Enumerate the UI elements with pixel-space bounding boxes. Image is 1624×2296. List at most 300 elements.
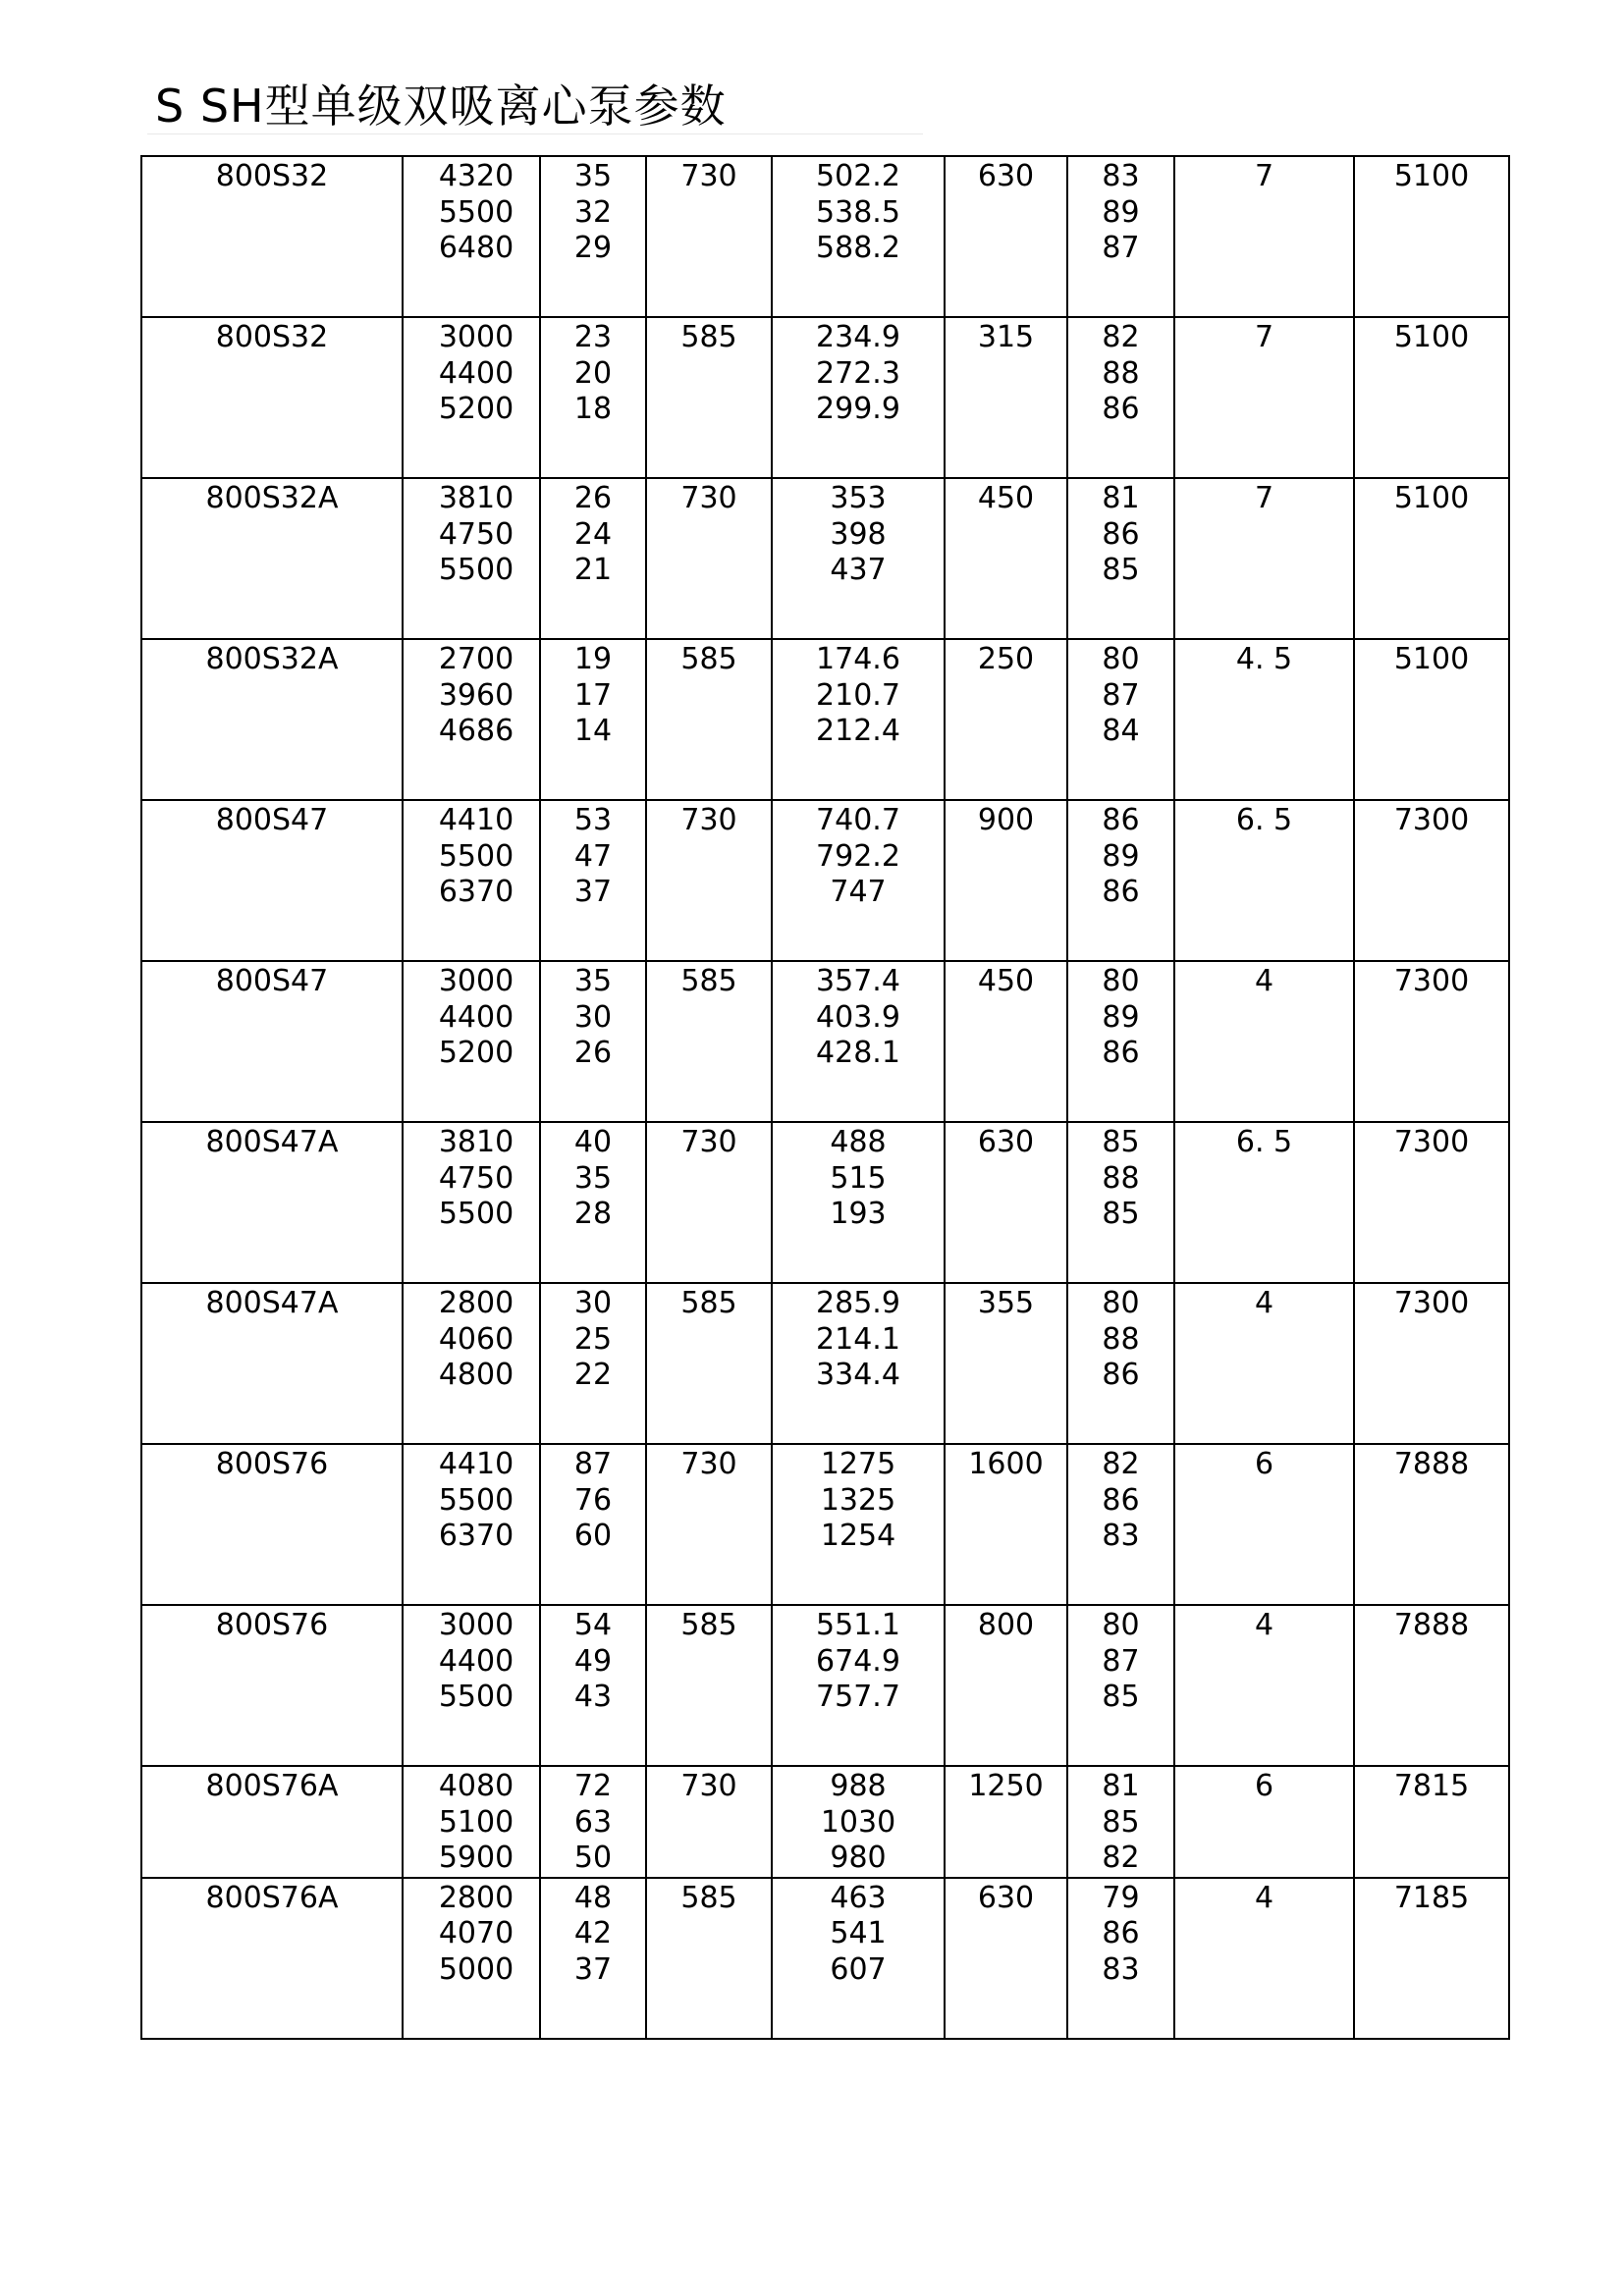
head-cell-value: 37 [573, 1951, 613, 1987]
flow-cell [403, 1122, 540, 1283]
motor-power-cell-value: 450 [977, 964, 1035, 998]
weight-cell-value: 7300 [1393, 964, 1470, 998]
flow-cell-value: 4320 [438, 159, 514, 193]
speed-cell [646, 1878, 772, 2039]
shaft-power-cell [772, 639, 945, 800]
efficiency-cell [1067, 961, 1174, 1122]
weight-cell [1354, 1878, 1509, 2039]
flow-cell [403, 1766, 540, 1878]
npsh-cell-value: 4 [1254, 1286, 1274, 1320]
head-cell-value: 47 [573, 838, 613, 874]
table-row [141, 1283, 1509, 1444]
flow-cell-value: 3000 [438, 1608, 514, 1642]
head-cell [540, 800, 646, 961]
table-row [141, 1122, 1509, 1283]
npsh-cell [1174, 1444, 1354, 1605]
shaft-power-cell-value: 740.7 [816, 803, 900, 837]
npsh-cell [1174, 1122, 1354, 1283]
efficiency-cell-value: 88 [1102, 355, 1140, 391]
shaft-power-cell-value: 463 [830, 1880, 887, 1915]
shaft-power-cell-value: 551.1 [816, 1608, 900, 1642]
npsh-cell [1174, 156, 1354, 317]
shaft-power-cell [772, 1122, 945, 1283]
table-row [141, 478, 1509, 639]
flow-cell [403, 1444, 540, 1605]
weight-cell [1354, 1605, 1509, 1766]
shaft-power-cell-value: 234.9 [816, 320, 900, 354]
efficiency-cell-value: 81 [1102, 481, 1140, 515]
weight-cell-value: 7300 [1393, 1286, 1470, 1320]
flow-cell-value: 4750 [438, 516, 514, 552]
weight-cell [1354, 961, 1509, 1122]
flow-cell-value: 4400 [438, 999, 514, 1035]
head-cell-value: 28 [573, 1197, 613, 1231]
weight-cell-value: 5100 [1393, 481, 1470, 515]
model-cell-value: 800S76 [215, 1447, 329, 1481]
model-cell-value: 800S32 [215, 320, 329, 354]
model-cell [141, 1122, 403, 1283]
efficiency-cell-value: 79 [1102, 1880, 1140, 1915]
speed-cell [646, 639, 772, 800]
head-cell-value: 30 [573, 999, 613, 1035]
head-cell-value: 17 [573, 677, 613, 713]
shaft-power-cell-value: 428.1 [816, 1036, 900, 1070]
shaft-power-cell [772, 156, 945, 317]
flow-cell-value: 4410 [438, 1447, 514, 1481]
shaft-power-cell-value: 1030 [820, 1804, 896, 1840]
shaft-power-cell [772, 1605, 945, 1766]
efficiency-cell-value: 83 [1102, 1519, 1140, 1553]
shaft-power-cell-value: 357.4 [816, 964, 900, 998]
motor-power-cell [945, 1878, 1067, 2039]
head-cell-value: 19 [573, 642, 613, 676]
speed-cell-value: 730 [680, 1769, 737, 1803]
head-cell-value: 22 [573, 1358, 613, 1392]
head-cell-value: 32 [573, 194, 613, 230]
head-cell-value: 14 [573, 714, 613, 748]
motor-power-cell-value: 1600 [968, 1447, 1044, 1481]
speed-cell [646, 317, 772, 478]
shaft-power-cell-value: 193 [830, 1197, 887, 1231]
efficiency-cell-value: 83 [1102, 1951, 1140, 1987]
efficiency-cell-value: 86 [1102, 1482, 1140, 1518]
efficiency-cell-value: 85 [1102, 1804, 1140, 1840]
flow-cell-value: 2800 [438, 1286, 514, 1320]
shaft-power-cell-value: 398 [830, 516, 887, 552]
weight-cell [1354, 639, 1509, 800]
shaft-power-cell [772, 1766, 945, 1878]
npsh-cell [1174, 1766, 1354, 1878]
npsh-cell [1174, 1605, 1354, 1766]
efficiency-cell-value: 89 [1102, 838, 1140, 874]
npsh-cell [1174, 800, 1354, 961]
efficiency-cell-value: 88 [1102, 1160, 1140, 1196]
efficiency-cell-value: 87 [1102, 1643, 1140, 1679]
table-row [141, 156, 1509, 317]
model-cell [141, 317, 403, 478]
weight-cell-value: 7888 [1393, 1447, 1470, 1481]
npsh-cell [1174, 478, 1354, 639]
flow-cell [403, 1878, 540, 2039]
speed-cell [646, 1605, 772, 1766]
speed-cell-value: 730 [680, 1125, 737, 1159]
head-cell [540, 317, 646, 478]
speed-cell-value: 730 [680, 1447, 737, 1481]
flow-cell-value: 4400 [438, 355, 514, 391]
head-cell-value: 49 [573, 1643, 613, 1679]
motor-power-cell-value: 800 [977, 1608, 1035, 1642]
motor-power-cell-value: 630 [977, 1125, 1035, 1159]
flow-cell [403, 1283, 540, 1444]
flow-cell-value: 4686 [438, 714, 514, 748]
weight-cell [1354, 1122, 1509, 1283]
motor-power-cell [945, 1605, 1067, 1766]
flow-cell-value: 5500 [438, 194, 514, 230]
npsh-cell [1174, 961, 1354, 1122]
efficiency-cell [1067, 156, 1174, 317]
shaft-power-cell-value: 1254 [820, 1519, 896, 1553]
npsh-cell-value: 4. 5 [1235, 642, 1293, 676]
shaft-power-cell [772, 961, 945, 1122]
head-cell-value: 24 [573, 516, 613, 552]
weight-cell-value: 5100 [1393, 320, 1470, 354]
shaft-power-cell-value: 437 [830, 553, 887, 587]
head-cell-value: 23 [573, 320, 613, 354]
table-row [141, 1766, 1509, 1878]
efficiency-cell-value: 85 [1102, 553, 1140, 587]
flow-cell-value: 5100 [438, 1804, 514, 1840]
shaft-power-cell-value: 607 [830, 1951, 887, 1987]
speed-cell [646, 961, 772, 1122]
head-cell-value: 76 [573, 1482, 613, 1518]
npsh-cell-value: 4 [1254, 964, 1274, 998]
efficiency-cell-value: 86 [1102, 1358, 1140, 1392]
shaft-power-cell-value: 174.6 [816, 642, 900, 676]
head-cell [540, 156, 646, 317]
speed-cell [646, 156, 772, 317]
head-cell-value: 26 [573, 481, 613, 515]
flow-cell-value: 4060 [438, 1321, 514, 1357]
efficiency-cell [1067, 1122, 1174, 1283]
table-row [141, 639, 1509, 800]
npsh-cell-value: 4 [1254, 1608, 1274, 1642]
flow-cell-value: 5500 [438, 1680, 514, 1714]
motor-power-cell-value: 315 [977, 320, 1035, 354]
head-cell-value: 29 [573, 231, 613, 265]
efficiency-cell [1067, 639, 1174, 800]
shaft-power-cell-value: 299.9 [816, 392, 900, 426]
flow-cell [403, 478, 540, 639]
pump-parameter-table [140, 155, 1510, 2040]
shaft-power-cell-value: 674.9 [816, 1643, 900, 1679]
flow-cell-value: 4080 [438, 1769, 514, 1803]
head-cell [540, 1605, 646, 1766]
head-cell [540, 1878, 646, 2039]
model-cell [141, 1605, 403, 1766]
weight-cell-value: 7888 [1393, 1608, 1470, 1642]
efficiency-cell-value: 87 [1102, 677, 1140, 713]
model-cell [141, 639, 403, 800]
motor-power-cell-value: 1250 [968, 1769, 1044, 1803]
efficiency-cell-value: 82 [1102, 320, 1140, 354]
weight-cell [1354, 1444, 1509, 1605]
shaft-power-cell-value: 1325 [820, 1482, 896, 1518]
flow-cell [403, 1605, 540, 1766]
efficiency-cell [1067, 1283, 1174, 1444]
page-title: S SH型单级双吸离心泵参数 [155, 80, 727, 133]
head-cell-value: 25 [573, 1321, 613, 1357]
title-divider [147, 133, 923, 134]
shaft-power-cell [772, 1444, 945, 1605]
npsh-cell [1174, 317, 1354, 478]
head-cell-value: 50 [573, 1841, 613, 1875]
head-cell-value: 21 [573, 553, 613, 587]
flow-cell-value: 3000 [438, 320, 514, 354]
model-cell-value: 800S32A [205, 481, 339, 515]
shaft-power-cell-value: 334.4 [816, 1358, 900, 1392]
npsh-cell [1174, 639, 1354, 800]
flow-cell [403, 156, 540, 317]
motor-power-cell [945, 639, 1067, 800]
model-cell-value: 800S47 [215, 964, 329, 998]
flow-cell-value: 4410 [438, 803, 514, 837]
motor-power-cell-value: 450 [977, 481, 1035, 515]
motor-power-cell [945, 156, 1067, 317]
efficiency-cell-value: 89 [1102, 999, 1140, 1035]
shaft-power-cell-value: 272.3 [816, 355, 900, 391]
efficiency-cell-value: 86 [1102, 1916, 1140, 1950]
motor-power-cell [945, 1444, 1067, 1605]
efficiency-cell-value: 83 [1102, 159, 1140, 193]
head-cell [540, 639, 646, 800]
shaft-power-cell-value: 757.7 [816, 1680, 900, 1714]
efficiency-cell-value: 80 [1102, 1608, 1140, 1642]
shaft-power-cell-value: 515 [830, 1160, 887, 1196]
flow-cell-value: 3810 [438, 1125, 514, 1159]
head-cell-value: 35 [573, 159, 613, 193]
shaft-power-cell-value: 502.2 [816, 159, 900, 193]
efficiency-cell-value: 80 [1102, 964, 1140, 998]
flow-cell-value: 5200 [438, 1036, 514, 1070]
efficiency-cell [1067, 1605, 1174, 1766]
weight-cell-value: 7185 [1393, 1880, 1470, 1915]
shaft-power-cell [772, 478, 945, 639]
flow-cell-value: 4400 [438, 1643, 514, 1679]
weight-cell [1354, 317, 1509, 478]
head-cell-value: 20 [573, 355, 613, 391]
motor-power-cell-value: 250 [977, 642, 1035, 676]
shaft-power-cell-value: 538.5 [816, 194, 900, 230]
head-cell [540, 1444, 646, 1605]
speed-cell [646, 478, 772, 639]
efficiency-cell-value: 86 [1102, 803, 1140, 837]
flow-cell-value: 4800 [438, 1358, 514, 1392]
npsh-cell-value: 7 [1254, 481, 1274, 515]
weight-cell [1354, 1283, 1509, 1444]
head-cell-value: 26 [573, 1036, 613, 1070]
shaft-power-cell [772, 1878, 945, 2039]
head-cell [540, 961, 646, 1122]
shaft-power-cell-value: 792.2 [816, 838, 900, 874]
model-cell [141, 800, 403, 961]
weight-cell-value: 7300 [1393, 1125, 1470, 1159]
speed-cell [646, 800, 772, 961]
head-cell [540, 1283, 646, 1444]
npsh-cell-value: 7 [1254, 320, 1274, 354]
efficiency-cell-value: 86 [1102, 1036, 1140, 1070]
flow-cell [403, 800, 540, 961]
shaft-power-cell-value: 285.9 [816, 1286, 900, 1320]
head-cell [540, 1122, 646, 1283]
efficiency-cell-value: 87 [1102, 231, 1140, 265]
weight-cell [1354, 800, 1509, 961]
model-cell-value: 800S47 [215, 803, 329, 837]
flow-cell-value: 6480 [438, 231, 514, 265]
efficiency-cell-value: 85 [1102, 1197, 1140, 1231]
shaft-power-cell-value: 488 [830, 1125, 887, 1159]
head-cell-value: 43 [573, 1680, 613, 1714]
head-cell-value: 53 [573, 803, 613, 837]
speed-cell [646, 1283, 772, 1444]
speed-cell-value: 730 [680, 481, 737, 515]
npsh-cell-value: 6. 5 [1235, 1125, 1293, 1159]
shaft-power-cell-value: 214.1 [816, 1321, 900, 1357]
speed-cell [646, 1444, 772, 1605]
motor-power-cell [945, 800, 1067, 961]
shaft-power-cell-value: 353 [830, 481, 887, 515]
head-cell-value: 63 [573, 1804, 613, 1840]
flow-cell-value: 5500 [438, 553, 514, 587]
model-cell-value: 800S76A [205, 1880, 339, 1915]
table-row [141, 1444, 1509, 1605]
npsh-cell-value: 4 [1254, 1880, 1274, 1915]
weight-cell-value: 5100 [1393, 642, 1470, 676]
shaft-power-cell-value: 212.4 [816, 714, 900, 748]
model-cell-value: 800S47A [205, 1125, 339, 1159]
shaft-power-cell-value: 403.9 [816, 999, 900, 1035]
flow-cell-value: 5500 [438, 1482, 514, 1518]
flow-cell [403, 317, 540, 478]
motor-power-cell [945, 961, 1067, 1122]
flow-cell-value: 5500 [438, 1197, 514, 1231]
head-cell-value: 48 [573, 1880, 613, 1915]
speed-cell-value: 730 [680, 159, 737, 193]
flow-cell-value: 2700 [438, 642, 514, 676]
motor-power-cell-value: 630 [977, 159, 1035, 193]
npsh-cell-value: 7 [1254, 159, 1274, 193]
model-cell [141, 1444, 403, 1605]
motor-power-cell-value: 900 [977, 803, 1035, 837]
shaft-power-cell-value: 1275 [820, 1447, 896, 1481]
weight-cell [1354, 1766, 1509, 1878]
head-cell-value: 18 [573, 392, 613, 426]
head-cell-value: 30 [573, 1286, 613, 1320]
efficiency-cell-value: 85 [1102, 1680, 1140, 1714]
motor-power-cell-value: 355 [977, 1286, 1035, 1320]
motor-power-cell-value: 630 [977, 1880, 1035, 1915]
shaft-power-cell [772, 800, 945, 961]
model-cell [141, 156, 403, 317]
flow-cell [403, 639, 540, 800]
efficiency-cell [1067, 1878, 1174, 2039]
motor-power-cell [945, 1283, 1067, 1444]
npsh-cell [1174, 1283, 1354, 1444]
shaft-power-cell [772, 1283, 945, 1444]
speed-cell-value: 730 [680, 803, 737, 837]
efficiency-cell-value: 82 [1102, 1447, 1140, 1481]
head-cell-value: 87 [573, 1447, 613, 1481]
model-cell-value: 800S76A [205, 1769, 339, 1803]
flow-cell [403, 961, 540, 1122]
model-cell [141, 478, 403, 639]
model-cell [141, 961, 403, 1122]
weight-cell-value: 5100 [1393, 159, 1470, 193]
efficiency-cell-value: 84 [1102, 714, 1140, 748]
npsh-cell [1174, 1878, 1354, 2039]
efficiency-cell-value: 81 [1102, 1769, 1140, 1803]
speed-cell-value: 585 [680, 964, 737, 998]
flow-cell-value: 6370 [438, 875, 514, 909]
head-cell-value: 35 [573, 1160, 613, 1196]
efficiency-cell [1067, 1766, 1174, 1878]
shaft-power-cell-value: 980 [830, 1841, 887, 1875]
weight-cell-value: 7815 [1393, 1769, 1470, 1803]
flow-cell-value: 3960 [438, 677, 514, 713]
shaft-power-cell-value: 988 [830, 1769, 887, 1803]
head-cell [540, 478, 646, 639]
head-cell-value: 35 [573, 964, 613, 998]
model-cell [141, 1283, 403, 1444]
speed-cell [646, 1122, 772, 1283]
shaft-power-cell-value: 747 [830, 875, 887, 909]
model-cell-value: 800S32A [205, 642, 339, 676]
npsh-cell-value: 6 [1254, 1769, 1274, 1803]
flow-cell-value: 5200 [438, 392, 514, 426]
speed-cell-value: 585 [680, 1286, 737, 1320]
speed-cell-value: 585 [680, 1880, 737, 1915]
shaft-power-cell [772, 317, 945, 478]
model-cell-value: 800S47A [205, 1286, 339, 1320]
motor-power-cell [945, 317, 1067, 478]
speed-cell-value: 585 [680, 1608, 737, 1642]
table-body [141, 156, 1509, 2039]
flow-cell-value: 5900 [438, 1841, 514, 1875]
head-cell [540, 1766, 646, 1878]
flow-cell-value: 3000 [438, 964, 514, 998]
head-cell-value: 40 [573, 1125, 613, 1159]
table-row [141, 317, 1509, 478]
speed-cell-value: 585 [680, 320, 737, 354]
table-row [141, 1878, 1509, 2039]
model-cell-value: 800S32 [215, 159, 329, 193]
head-cell-value: 42 [573, 1916, 613, 1950]
weight-cell-value: 7300 [1393, 803, 1470, 837]
flow-cell-value: 5000 [438, 1951, 514, 1987]
speed-cell [646, 1766, 772, 1878]
flow-cell-value: 4070 [438, 1916, 514, 1950]
efficiency-cell-value: 86 [1102, 516, 1140, 552]
flow-cell-value: 2800 [438, 1880, 514, 1915]
head-cell-value: 60 [573, 1519, 613, 1553]
table-row [141, 961, 1509, 1122]
motor-power-cell [945, 1766, 1067, 1878]
model-cell [141, 1878, 403, 2039]
table-row [141, 800, 1509, 961]
flow-cell-value: 6370 [438, 1519, 514, 1553]
efficiency-cell [1067, 1444, 1174, 1605]
weight-cell [1354, 478, 1509, 639]
npsh-cell-value: 6 [1254, 1447, 1274, 1481]
